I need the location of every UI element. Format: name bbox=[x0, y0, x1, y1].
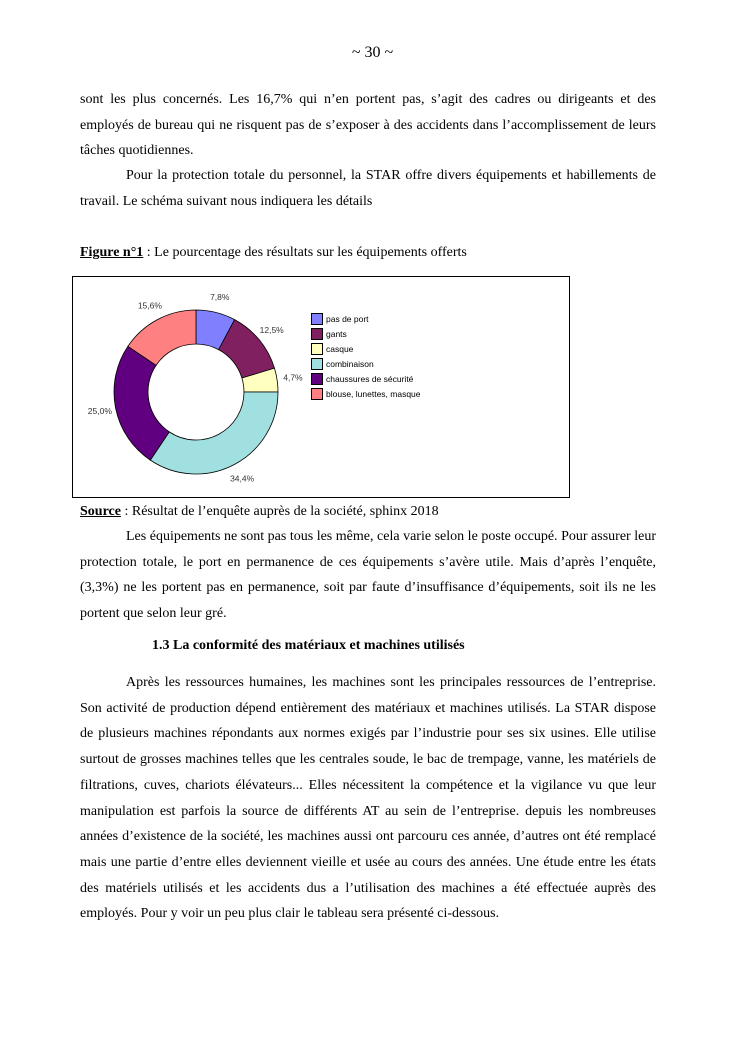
legend-swatch bbox=[311, 313, 323, 325]
slice-label: 7,8% bbox=[210, 291, 230, 302]
slice-label: 25,0% bbox=[87, 405, 112, 416]
legend-item bbox=[311, 341, 421, 356]
donut-chart bbox=[72, 276, 570, 498]
slice-label: 12,5% bbox=[259, 324, 284, 335]
chart-legend bbox=[311, 311, 421, 401]
legend-label: combinaison bbox=[326, 358, 374, 369]
legend-label: pas de port bbox=[326, 313, 369, 324]
paragraph-4: Après les ressources humaines, les machines sont les principales ressources de l’entreprise. Son activité de production dépend entièrement des matériaux et machines utilisés. La STAR dispose de plusieurs machines répondants aux normes exigés par l’industrie pour ses six usines. Elle utilise surtout de grosses machines telles que les centrales soude, le bac de trempage, vanne, les matériels de filtrations, cuves, chariots élévateurs... Elles nécessitent la compétence et la vigilance vu que leur manipulation est parfois la source de différents AT au sein de l’entreprise. depuis les nombreuses années d’existence de la société, les machines aussi ont parcouru ces année, d’autres ont été remplacé mais une partie d’entre elles deviennent vieille et usée au cours des années. Une étude entre les états des matériels utilisés et les accidents dus a l’utilisation des machines a été effectuée auprès des employés. Pour y voir un peu plus clair le tableau sera présenté ci-dessous. bbox=[80, 675, 656, 922]
legend-item bbox=[311, 386, 421, 401]
legend-item bbox=[311, 311, 421, 326]
donut-svg bbox=[73, 277, 309, 497]
legend-swatch bbox=[311, 373, 323, 385]
legend-item bbox=[311, 371, 421, 386]
legend-label: casque bbox=[326, 343, 354, 354]
source-label: Source bbox=[80, 504, 121, 519]
source-text: : Résultat de l’enquête auprès de la société, sphinx 2018 bbox=[120, 504, 439, 519]
donut-slice bbox=[114, 346, 169, 460]
donut-slice bbox=[150, 392, 278, 474]
figure-caption-text: : Le pourcentage des résultats sur les équipements offerts bbox=[143, 245, 467, 260]
legend-item bbox=[311, 356, 421, 371]
source-line bbox=[80, 499, 656, 525]
figure-label: Figure n°1 bbox=[80, 245, 144, 260]
legend-item bbox=[311, 326, 421, 341]
legend-swatch bbox=[311, 328, 323, 340]
slice-label: 15,6% bbox=[137, 300, 162, 311]
legend-swatch bbox=[311, 343, 323, 355]
legend-label: gants bbox=[326, 328, 347, 339]
paragraph-2: Pour la protection totale du personnel, la STAR offre divers équipements et habillements de travail. Le schéma suivant nous indiquera les détails bbox=[80, 168, 656, 209]
figure-caption bbox=[80, 240, 656, 266]
legend-label: blouse, lunettes, masque bbox=[326, 388, 421, 399]
paragraph-1: sont les plus concernés. Les 16,7% qui n’en portent pas, s’agit des cadres ou dirigeants et des employés de bureau qui ne risquent pas de s’exposer à des accidents dans l’accomplissement de leurs tâches quotidiennes. bbox=[80, 92, 656, 159]
slice-label: 34,4% bbox=[230, 473, 255, 484]
paragraph-3: Les équipements ne sont pas tous les même, cela varie selon le poste occupé. Pour assurer leur protection totale, le port en permanence de ces équipements s’avère utile. Mais d’après l’enquête, (3,3%) ne les portent pas en permanence, soit par faute d’insuffisance d’équipements, soit ils ne les portent que selon leur gré. bbox=[80, 529, 656, 622]
slice-label: 4,7% bbox=[283, 372, 303, 383]
legend-swatch bbox=[311, 388, 323, 400]
legend-swatch bbox=[311, 358, 323, 370]
legend-label: chaussures de sécurité bbox=[326, 373, 414, 384]
page-number: ~ 30 ~ bbox=[351, 44, 394, 61]
section-heading: 1.3 La conformité des matériaux et machines utilisés bbox=[152, 638, 465, 653]
